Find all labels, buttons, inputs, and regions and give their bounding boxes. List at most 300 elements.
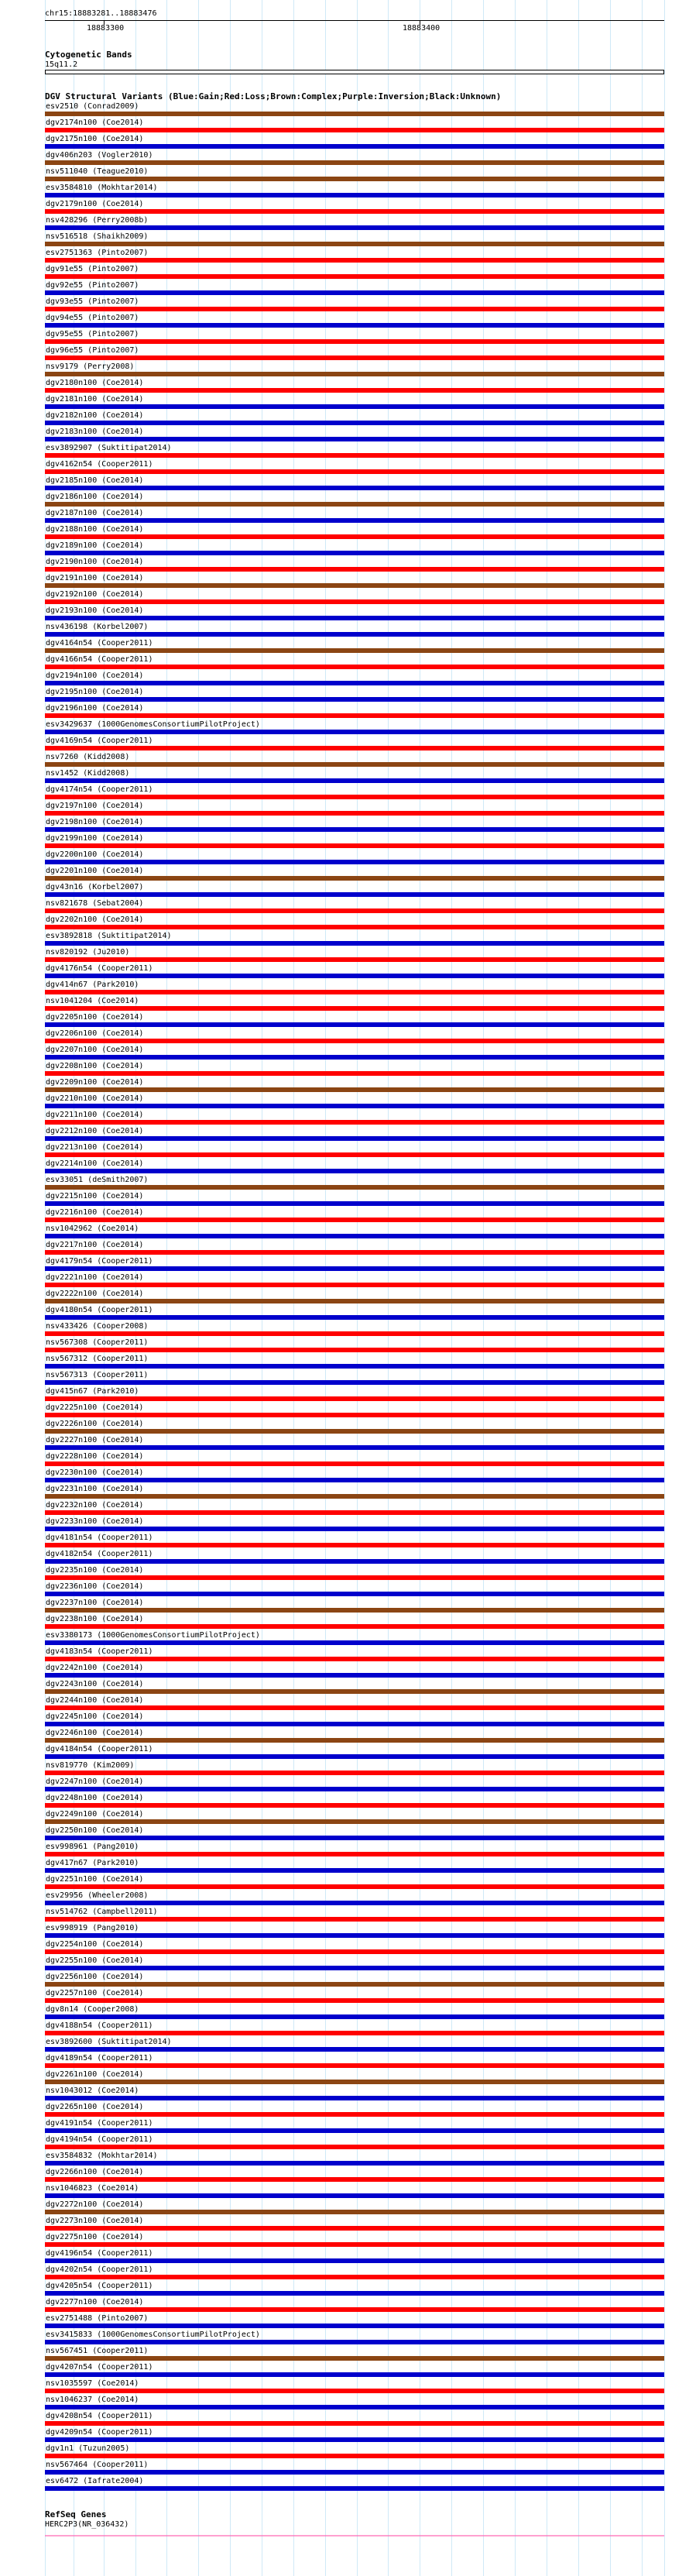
- variant-bar-complex[interactable]: [45, 2210, 664, 2214]
- variant-bar-complex[interactable]: [45, 242, 664, 246]
- variant-row[interactable]: [0, 1485, 689, 1501]
- variant-row[interactable]: [0, 151, 689, 167]
- variant-row[interactable]: [0, 1192, 689, 1208]
- variant-bar-gain[interactable]: [45, 1266, 664, 1271]
- variant-row[interactable]: [0, 525, 689, 541]
- variant-row[interactable]: [0, 1257, 689, 1273]
- variant-bar-loss[interactable]: [45, 957, 664, 962]
- variant-bar-gain[interactable]: [45, 1559, 664, 1564]
- variant-bar-gain[interactable]: [45, 1787, 664, 1791]
- cytoband-bar[interactable]: [45, 70, 664, 74]
- variant-row[interactable]: [0, 720, 689, 737]
- variant-row[interactable]: [0, 1094, 689, 1111]
- variant-bar-gain[interactable]: [45, 193, 664, 197]
- variant-row[interactable]: [0, 1029, 689, 1046]
- variant-row[interactable]: [0, 2265, 689, 2282]
- variant-bar-complex[interactable]: [45, 1429, 664, 1434]
- variant-row[interactable]: [0, 558, 689, 574]
- variant-row[interactable]: [0, 2184, 689, 2200]
- variant-row[interactable]: [0, 1046, 689, 1062]
- variant-row[interactable]: [0, 167, 689, 184]
- variant-bar-loss[interactable]: [45, 1998, 664, 2003]
- variant-bar-gain[interactable]: [45, 1836, 664, 1840]
- variant-bar-loss[interactable]: [45, 1250, 664, 1255]
- variant-bar-loss[interactable]: [45, 2031, 664, 2035]
- variant-bar-gain[interactable]: [45, 2324, 664, 2328]
- variant-row[interactable]: [0, 1371, 689, 1387]
- variant-row[interactable]: [0, 1013, 689, 1029]
- variant-bar-loss[interactable]: [45, 1917, 664, 1922]
- variant-bar-gain[interactable]: [45, 2372, 664, 2377]
- variant-bar-loss[interactable]: [45, 1413, 664, 1417]
- variant-row[interactable]: [0, 1322, 689, 1338]
- variant-bar-loss[interactable]: [45, 1575, 664, 1580]
- variant-row[interactable]: [0, 802, 689, 818]
- variant-row[interactable]: [0, 1826, 689, 1843]
- variant-bar-gain[interactable]: [45, 730, 664, 734]
- variant-row[interactable]: [0, 1550, 689, 1566]
- variant-bar-gain[interactable]: [45, 860, 664, 864]
- variant-row[interactable]: [0, 1989, 689, 2005]
- variant-row[interactable]: [0, 948, 689, 964]
- variant-row[interactable]: [0, 476, 689, 493]
- variant-bar-loss[interactable]: [45, 1283, 664, 1287]
- variant-row[interactable]: [0, 899, 689, 915]
- variant-bar-gain[interactable]: [45, 2405, 664, 2409]
- variant-bar-gain[interactable]: [45, 404, 664, 409]
- variant-row[interactable]: [0, 1843, 689, 1859]
- variant-bar-gain[interactable]: [45, 551, 664, 555]
- variant-row[interactable]: [0, 2412, 689, 2428]
- variant-bar-loss[interactable]: [45, 2145, 664, 2149]
- variant-row[interactable]: [0, 1452, 689, 1468]
- variant-row[interactable]: [0, 1615, 689, 1631]
- variant-bar-gain[interactable]: [45, 1201, 664, 1206]
- variant-bar-loss[interactable]: [45, 2454, 664, 2458]
- variant-bar-loss[interactable]: [45, 1624, 664, 1629]
- variant-row[interactable]: [0, 1355, 689, 1371]
- variant-row[interactable]: [0, 639, 689, 655]
- variant-bar-loss[interactable]: [45, 1803, 664, 1808]
- variant-row[interactable]: [0, 2396, 689, 2412]
- variant-row[interactable]: [0, 2119, 689, 2135]
- variant-bar-complex[interactable]: [45, 372, 664, 376]
- variant-row[interactable]: [0, 379, 689, 395]
- variant-row[interactable]: [0, 1859, 689, 1875]
- variant-bar-gain[interactable]: [45, 1169, 664, 1173]
- variant-row[interactable]: [0, 1599, 689, 1615]
- variant-bar-complex[interactable]: [45, 2356, 664, 2361]
- variant-bar-gain[interactable]: [45, 974, 664, 978]
- variant-row[interactable]: [0, 1631, 689, 1647]
- variant-bar-gain[interactable]: [45, 1868, 664, 1873]
- variant-row[interactable]: [0, 997, 689, 1013]
- variant-bar-gain[interactable]: [45, 144, 664, 149]
- variant-bar-loss[interactable]: [45, 2275, 664, 2279]
- variant-bar-gain[interactable]: [45, 1022, 664, 1027]
- variant-bar-gain[interactable]: [45, 2193, 664, 2198]
- variant-row[interactable]: [0, 2135, 689, 2152]
- variant-row[interactable]: [0, 1534, 689, 1550]
- variant-bar-gain[interactable]: [45, 1136, 664, 1141]
- variant-bar-gain[interactable]: [45, 1933, 664, 1938]
- variant-bar-gain[interactable]: [45, 1445, 664, 1450]
- variant-bar-loss[interactable]: [45, 2112, 664, 2117]
- variant-row[interactable]: [0, 1680, 689, 1696]
- variant-row[interactable]: [0, 2217, 689, 2233]
- variant-row[interactable]: [0, 753, 689, 769]
- variant-row[interactable]: [0, 1940, 689, 1956]
- variant-bar-loss[interactable]: [45, 355, 664, 360]
- variant-row[interactable]: [0, 1143, 689, 1159]
- variant-bar-loss[interactable]: [45, 1705, 664, 1710]
- variant-bar-loss[interactable]: [45, 2177, 664, 2182]
- variant-row[interactable]: [0, 330, 689, 346]
- variant-bar-loss[interactable]: [45, 746, 664, 750]
- variant-bar-gain[interactable]: [45, 1901, 664, 1905]
- variant-row[interactable]: [0, 1664, 689, 1680]
- variant-row[interactable]: [0, 1273, 689, 1290]
- variant-row[interactable]: [0, 346, 689, 362]
- variant-row[interactable]: [0, 1777, 689, 1794]
- variant-row[interactable]: [0, 2087, 689, 2103]
- variant-row[interactable]: [0, 1420, 689, 1436]
- variant-bar-gain[interactable]: [45, 1592, 664, 1596]
- variant-row[interactable]: [0, 1696, 689, 1712]
- variant-row[interactable]: [0, 102, 689, 118]
- variant-bar-loss[interactable]: [45, 2242, 664, 2247]
- variant-bar-complex[interactable]: [45, 1299, 664, 1303]
- variant-bar-gain[interactable]: [45, 2014, 664, 2019]
- variant-bar-gain[interactable]: [45, 1673, 664, 1678]
- variant-row[interactable]: [0, 1810, 689, 1826]
- variant-bar-loss[interactable]: [45, 2307, 664, 2312]
- variant-bar-loss[interactable]: [45, 1120, 664, 1125]
- variant-bar-complex[interactable]: [45, 1819, 664, 1824]
- variant-row[interactable]: [0, 2379, 689, 2396]
- variant-bar-gain[interactable]: [45, 2161, 664, 2166]
- variant-bar-loss[interactable]: [45, 2063, 664, 2068]
- variant-row[interactable]: [0, 2103, 689, 2119]
- variant-bar-loss[interactable]: [45, 1006, 664, 1011]
- variant-bar-loss[interactable]: [45, 795, 664, 799]
- variant-row[interactable]: [0, 1566, 689, 1582]
- variant-bar-gain[interactable]: [45, 2128, 664, 2133]
- variant-bar-loss[interactable]: [45, 1152, 664, 1157]
- variant-bar-gain[interactable]: [45, 1754, 664, 1759]
- variant-row[interactable]: [0, 883, 689, 899]
- variant-row[interactable]: [0, 1875, 689, 1891]
- variant-bar-loss[interactable]: [45, 1348, 664, 1352]
- variant-bar-complex[interactable]: [45, 1087, 664, 1092]
- variant-row[interactable]: [0, 200, 689, 216]
- variant-row[interactable]: [0, 2054, 689, 2070]
- variant-row[interactable]: [0, 1517, 689, 1534]
- variant-row[interactable]: [0, 623, 689, 639]
- variant-row[interactable]: [0, 1501, 689, 1517]
- variant-row[interactable]: [0, 216, 689, 232]
- variant-row[interactable]: [0, 850, 689, 867]
- variant-bar-loss[interactable]: [45, 128, 664, 132]
- variant-bar-gain[interactable]: [45, 1380, 664, 1385]
- variant-row[interactable]: [0, 1224, 689, 1241]
- variant-bar-gain[interactable]: [45, 2258, 664, 2263]
- variant-label: dgv4191n54 (Cooper2011): [46, 2119, 153, 2128]
- variant-bar-loss[interactable]: [45, 1039, 664, 1043]
- variant-row[interactable]: [0, 737, 689, 753]
- variant-row[interactable]: [0, 184, 689, 200]
- variant-row[interactable]: [0, 671, 689, 688]
- variant-row[interactable]: [0, 2347, 689, 2363]
- variant-row[interactable]: [0, 2021, 689, 2038]
- variant-bar-loss[interactable]: [45, 1461, 664, 1466]
- variant-row[interactable]: [0, 460, 689, 476]
- refseq-gene-model[interactable]: [45, 2531, 664, 2540]
- variant-bar-loss[interactable]: [45, 567, 664, 572]
- variant-row[interactable]: [0, 493, 689, 509]
- variant-row[interactable]: [0, 444, 689, 460]
- refseq-gene-label[interactable]: HERC2P3(NR_036432): [45, 2520, 129, 2529]
- variant-bar-gain[interactable]: [45, 1315, 664, 1320]
- variant-row[interactable]: [0, 1973, 689, 1989]
- variant-row[interactable]: [0, 314, 689, 330]
- variant-row[interactable]: [0, 2233, 689, 2249]
- variant-bar-complex[interactable]: [45, 583, 664, 588]
- variant-bar-loss[interactable]: [45, 599, 664, 604]
- variant-row[interactable]: [0, 2461, 689, 2477]
- variant-row[interactable]: [0, 2444, 689, 2461]
- variant-bar-gain[interactable]: [45, 2291, 664, 2296]
- variant-bar-loss[interactable]: [45, 908, 664, 913]
- variant-bar-gain[interactable]: [45, 421, 664, 425]
- variant-row[interactable]: [0, 1924, 689, 1940]
- variant-row[interactable]: [0, 1306, 689, 1322]
- variant-row[interactable]: [0, 688, 689, 704]
- variant-row[interactable]: [0, 867, 689, 883]
- variant-bar-loss[interactable]: [45, 1771, 664, 1775]
- variant-row[interactable]: [0, 1729, 689, 1745]
- variant-bar-loss[interactable]: [45, 1331, 664, 1336]
- variant-row[interactable]: [0, 1159, 689, 1176]
- variant-bar-loss[interactable]: [45, 1884, 664, 1889]
- variant-row[interactable]: [0, 1387, 689, 1403]
- variant-bar-gain[interactable]: [45, 827, 664, 832]
- variant-bar-loss[interactable]: [45, 1071, 664, 1076]
- variant-bar-loss[interactable]: [45, 2226, 664, 2231]
- variant-row[interactable]: [0, 818, 689, 834]
- variant-bar-gain[interactable]: [45, 632, 664, 637]
- variant-bar-gain[interactable]: [45, 1104, 664, 1108]
- variant-bar-complex[interactable]: [45, 1738, 664, 1743]
- variant-bar-loss[interactable]: [45, 1396, 664, 1401]
- variant-bar-gain[interactable]: [45, 486, 664, 490]
- variant-bar-gain[interactable]: [45, 2470, 664, 2475]
- variant-row[interactable]: [0, 1062, 689, 1078]
- variant-row[interactable]: [0, 932, 689, 948]
- variant-bar-complex[interactable]: [45, 648, 664, 653]
- variant-row[interactable]: [0, 2070, 689, 2087]
- variant-row[interactable]: [0, 541, 689, 558]
- variant-row[interactable]: [0, 1176, 689, 1192]
- variant-bar-gain[interactable]: [45, 1640, 664, 1645]
- variant-bar-loss[interactable]: [45, 1657, 664, 1661]
- variant-row[interactable]: [0, 590, 689, 606]
- variant-bar-gain[interactable]: [45, 778, 664, 783]
- variant-row[interactable]: [0, 2200, 689, 2217]
- variant-row[interactable]: [0, 1338, 689, 1355]
- variant-row[interactable]: [0, 2314, 689, 2330]
- variant-row[interactable]: [0, 964, 689, 981]
- variant-bar-loss[interactable]: [45, 258, 664, 263]
- variant-row[interactable]: [0, 606, 689, 623]
- variant-bar-loss[interactable]: [45, 811, 664, 816]
- variant-bar-loss[interactable]: [45, 925, 664, 929]
- variant-bar-gain[interactable]: [45, 616, 664, 620]
- variant-bar-loss[interactable]: [45, 307, 664, 311]
- variant-label: dgv2201n100 (Coe2014): [46, 867, 144, 875]
- variant-bar-loss[interactable]: [45, 1218, 664, 1222]
- variant-row[interactable]: [0, 655, 689, 671]
- variant-row[interactable]: [0, 1403, 689, 1420]
- variant-row[interactable]: [0, 1908, 689, 1924]
- variant-row[interactable]: [0, 2428, 689, 2444]
- variant-bar-loss[interactable]: [45, 1949, 664, 1954]
- variant-row[interactable]: [0, 2168, 689, 2184]
- variant-bar-loss[interactable]: [45, 534, 664, 539]
- variant-bar-complex[interactable]: [45, 1494, 664, 1499]
- variant-bar-gain[interactable]: [45, 2047, 664, 2052]
- variant-row[interactable]: [0, 2282, 689, 2298]
- variant-row[interactable]: [0, 297, 689, 314]
- variant-row[interactable]: [0, 2005, 689, 2021]
- variant-row[interactable]: [0, 2477, 689, 2493]
- variant-row[interactable]: [0, 1208, 689, 1224]
- variant-bar-complex[interactable]: [45, 1608, 664, 1613]
- variant-row[interactable]: [0, 769, 689, 785]
- variant-row[interactable]: [0, 395, 689, 411]
- variant-row[interactable]: [0, 1436, 689, 1452]
- variant-bar-gain[interactable]: [45, 2437, 664, 2442]
- variant-row[interactable]: [0, 1127, 689, 1143]
- variant-bar-gain[interactable]: [45, 1527, 664, 1531]
- variant-bar-gain[interactable]: [45, 681, 664, 685]
- variant-bar-complex[interactable]: [45, 1982, 664, 1987]
- variant-row[interactable]: [0, 1712, 689, 1729]
- variant-bar-complex[interactable]: [45, 160, 664, 165]
- variant-bar-gain[interactable]: [45, 2486, 664, 2491]
- variant-bar-complex[interactable]: [45, 1689, 664, 1694]
- variant-row[interactable]: [0, 915, 689, 932]
- variant-bar-gain[interactable]: [45, 697, 664, 702]
- variant-row[interactable]: [0, 2152, 689, 2168]
- variant-bar-complex[interactable]: [45, 762, 664, 767]
- variant-bar-gain[interactable]: [45, 2096, 664, 2100]
- variant-bar-gain[interactable]: [45, 1966, 664, 1970]
- variant-row[interactable]: [0, 509, 689, 525]
- variant-row[interactable]: [0, 1794, 689, 1810]
- variant-bar-complex[interactable]: [45, 177, 664, 181]
- variant-row[interactable]: [0, 2298, 689, 2314]
- variant-bar-gain[interactable]: [45, 1722, 664, 1726]
- variant-bar-gain[interactable]: [45, 290, 664, 295]
- variant-bar-gain[interactable]: [45, 892, 664, 897]
- variant-row[interactable]: [0, 1761, 689, 1777]
- variant-bar-gain[interactable]: [45, 941, 664, 946]
- variant-bar-loss[interactable]: [45, 388, 664, 393]
- variant-row[interactable]: [0, 785, 689, 802]
- variant-bar-gain[interactable]: [45, 1478, 664, 1482]
- variant-row[interactable]: [0, 1745, 689, 1761]
- variant-row[interactable]: [0, 362, 689, 379]
- variant-bar-loss[interactable]: [45, 713, 664, 718]
- variant-row[interactable]: [0, 428, 689, 444]
- variant-row[interactable]: [0, 2330, 689, 2347]
- variant-bar-loss[interactable]: [45, 2421, 664, 2426]
- variant-bar-loss[interactable]: [45, 2389, 664, 2393]
- variant-bar-loss[interactable]: [45, 1510, 664, 1515]
- variant-bar-gain[interactable]: [45, 323, 664, 328]
- variant-row[interactable]: [0, 118, 689, 135]
- variant-row[interactable]: [0, 1468, 689, 1485]
- variant-bar-gain[interactable]: [45, 1364, 664, 1369]
- variant-bar-gain[interactable]: [45, 225, 664, 230]
- variant-bar-gain[interactable]: [45, 518, 664, 523]
- variant-row[interactable]: [0, 265, 689, 281]
- variant-bar-loss[interactable]: [45, 274, 664, 279]
- variant-bar-loss[interactable]: [45, 453, 664, 458]
- variant-row[interactable]: [0, 1956, 689, 1973]
- variant-row[interactable]: [0, 1891, 689, 1908]
- variant-row[interactable]: [0, 1078, 689, 1094]
- variant-bar-complex[interactable]: [45, 1185, 664, 1190]
- variant-row[interactable]: [0, 574, 689, 590]
- variant-bar-loss[interactable]: [45, 339, 664, 344]
- variant-bar-gain[interactable]: [45, 437, 664, 441]
- variant-row[interactable]: [0, 249, 689, 265]
- variant-bar-complex[interactable]: [45, 112, 664, 116]
- variant-row[interactable]: [0, 2249, 689, 2265]
- variant-bar-loss[interactable]: [45, 469, 664, 474]
- variant-row[interactable]: [0, 834, 689, 850]
- variant-bar-loss[interactable]: [45, 990, 664, 994]
- variant-row[interactable]: [0, 1647, 689, 1664]
- variant-row[interactable]: [0, 981, 689, 997]
- variant-bar-complex[interactable]: [45, 2080, 664, 2084]
- variant-row[interactable]: [0, 2363, 689, 2379]
- variant-label: dgv96e55 (Pinto2007): [46, 346, 139, 355]
- variant-bar-complex[interactable]: [45, 502, 664, 507]
- variant-bar-gain[interactable]: [45, 2340, 664, 2344]
- variant-bar-gain[interactable]: [45, 1055, 664, 1060]
- variant-bar-loss[interactable]: [45, 1543, 664, 1547]
- variant-row[interactable]: [0, 1111, 689, 1127]
- variant-row[interactable]: [0, 411, 689, 428]
- variant-row[interactable]: [0, 1582, 689, 1599]
- variant-bar-loss[interactable]: [45, 1852, 664, 1856]
- variant-bar-loss[interactable]: [45, 665, 664, 669]
- variant-bar-gain[interactable]: [45, 1234, 664, 1238]
- variant-bar-complex[interactable]: [45, 876, 664, 881]
- variant-row[interactable]: [0, 281, 689, 297]
- variant-row[interactable]: [0, 232, 689, 249]
- variant-row[interactable]: [0, 135, 689, 151]
- variant-bar-loss[interactable]: [45, 843, 664, 848]
- variant-row[interactable]: [0, 1290, 689, 1306]
- variant-bar-loss[interactable]: [45, 209, 664, 214]
- variant-row[interactable]: [0, 2038, 689, 2054]
- variant-row[interactable]: [0, 1241, 689, 1257]
- variant-row[interactable]: [0, 704, 689, 720]
